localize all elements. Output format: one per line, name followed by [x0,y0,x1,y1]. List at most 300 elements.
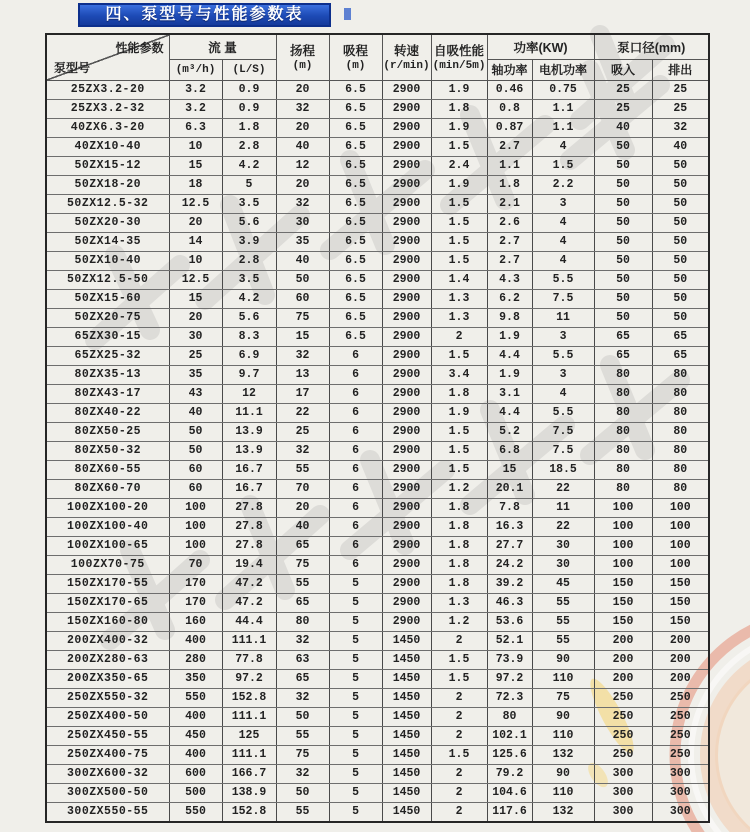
cell-head-m: 55 [276,574,329,593]
cell-model: 50ZX10-40 [46,251,169,270]
cell-speed-rpm: 2900 [382,289,431,308]
cell-flow-m3h: 18 [169,175,222,194]
cell-motor-kw: 110 [532,726,594,745]
cell-outlet-mm: 80 [652,384,709,403]
cell-inlet-mm: 100 [594,517,652,536]
table-row [46,251,709,270]
cell-selfprime: 1.8 [431,99,487,118]
cell-shaft-kw: 15 [487,460,532,479]
cell-model: 80ZX60-70 [46,479,169,498]
cell-speed-rpm: 1450 [382,650,431,669]
cell-motor-kw: 90 [532,764,594,783]
cell-flow-m3h: 100 [169,517,222,536]
table-row [46,175,709,194]
cell-motor-kw: 90 [532,707,594,726]
cell-head-m: 50 [276,707,329,726]
cell-selfprime: 1.9 [431,118,487,137]
table-row [46,346,709,365]
cell-inlet-mm: 50 [594,137,652,156]
cell-outlet-mm: 50 [652,308,709,327]
cell-inlet-mm: 250 [594,707,652,726]
cell-outlet-mm: 80 [652,365,709,384]
cell-model: 200ZX280-63 [46,650,169,669]
cell-flow-ls: 12 [222,384,276,403]
cell-speed-rpm: 2900 [382,422,431,441]
cell-model: 25ZX3.2-20 [46,80,169,99]
cell-suction-m: 5 [329,783,382,802]
cell-suction-m: 6.5 [329,99,382,118]
cell-motor-kw: 1.1 [532,118,594,137]
table-row [46,270,709,289]
table-row [46,669,709,688]
cell-suction-m: 5 [329,707,382,726]
cell-shaft-kw: 117.6 [487,802,532,822]
cell-flow-m3h: 50 [169,441,222,460]
cell-flow-ls: 4.2 [222,289,276,308]
header-shaft-power: 轴功率 [487,59,532,80]
cell-selfprime: 1.3 [431,289,487,308]
cell-motor-kw: 90 [532,650,594,669]
cell-speed-rpm: 2900 [382,80,431,99]
cell-shaft-kw: 2.7 [487,251,532,270]
cell-selfprime: 1.8 [431,498,487,517]
cell-shaft-kw: 39.2 [487,574,532,593]
cell-head-m: 80 [276,612,329,631]
cell-inlet-mm: 50 [594,289,652,308]
cell-shaft-kw: 1.9 [487,327,532,346]
cell-shaft-kw: 0.8 [487,99,532,118]
cell-flow-m3h: 60 [169,460,222,479]
cell-suction-m: 5 [329,764,382,783]
cell-inlet-mm: 65 [594,346,652,365]
cell-selfprime: 1.8 [431,574,487,593]
header-motor-power: 电机功率 [532,59,594,80]
cell-flow-ls: 4.2 [222,156,276,175]
cell-head-m: 65 [276,593,329,612]
header-power: 功率(KW) [487,34,594,59]
cell-outlet-mm: 50 [652,175,709,194]
cell-outlet-mm: 80 [652,403,709,422]
cell-speed-rpm: 2900 [382,270,431,289]
table-row [46,137,709,156]
header-speed: 转速 (r/min) [382,34,431,80]
cell-outlet-mm: 50 [652,270,709,289]
cell-model: 80ZX43-17 [46,384,169,403]
cell-flow-m3h: 20 [169,308,222,327]
cell-speed-rpm: 1450 [382,631,431,650]
cell-suction-m: 6.5 [329,289,382,308]
cell-head-m: 40 [276,251,329,270]
cell-selfprime: 1.5 [431,460,487,479]
cell-outlet-mm: 250 [652,745,709,764]
cell-flow-ls: 2.8 [222,251,276,270]
cell-model: 50ZX15-60 [46,289,169,308]
cell-head-m: 55 [276,802,329,822]
cell-speed-rpm: 2900 [382,460,431,479]
cell-flow-ls: 111.1 [222,745,276,764]
cell-suction-m: 6 [329,384,382,403]
corner-label-parameters: 性能参数 [115,41,164,55]
cell-speed-rpm: 2900 [382,479,431,498]
cell-inlet-mm: 80 [594,460,652,479]
cell-outlet-mm: 300 [652,802,709,822]
cell-suction-m: 6.5 [329,175,382,194]
cell-suction-m: 5 [329,669,382,688]
cell-model: 50ZX20-75 [46,308,169,327]
cell-head-m: 32 [276,631,329,650]
cell-speed-rpm: 2900 [382,555,431,574]
table-row [46,422,709,441]
cell-shaft-kw: 24.2 [487,555,532,574]
cell-selfprime: 1.3 [431,593,487,612]
cell-motor-kw: 55 [532,631,594,650]
cell-motor-kw: 4 [532,384,594,403]
cell-motor-kw: 45 [532,574,594,593]
cell-inlet-mm: 300 [594,802,652,822]
cell-selfprime: 1.5 [431,441,487,460]
cell-speed-rpm: 2900 [382,251,431,270]
cell-flow-m3h: 30 [169,327,222,346]
cell-shaft-kw: 7.8 [487,498,532,517]
cell-speed-rpm: 2900 [382,137,431,156]
cell-selfprime: 1.8 [431,536,487,555]
cell-outlet-mm: 200 [652,669,709,688]
cell-flow-m3h: 400 [169,745,222,764]
header-bore: 泵口径(mm) [594,34,709,59]
cell-motor-kw: 4 [532,213,594,232]
cell-suction-m: 6.5 [329,137,382,156]
cell-motor-kw: 55 [532,612,594,631]
cell-flow-ls: 6.9 [222,346,276,365]
header-flow-ls: (L/S) [222,59,276,80]
cell-model: 150ZX160-80 [46,612,169,631]
cell-selfprime: 3.4 [431,365,487,384]
cell-inlet-mm: 250 [594,726,652,745]
cell-suction-m: 5 [329,574,382,593]
header-head: 扬程 (m) [276,34,329,80]
cell-suction-m: 6 [329,346,382,365]
cell-outlet-mm: 50 [652,213,709,232]
cell-motor-kw: 75 [532,688,594,707]
cell-suction-m: 6 [329,555,382,574]
cell-head-m: 20 [276,80,329,99]
cell-model: 250ZX550-32 [46,688,169,707]
cell-flow-ls: 5 [222,175,276,194]
cell-shaft-kw: 52.1 [487,631,532,650]
cell-motor-kw: 11 [532,308,594,327]
cell-speed-rpm: 2900 [382,99,431,118]
cell-head-m: 60 [276,289,329,308]
cell-head-m: 22 [276,403,329,422]
cell-outlet-mm: 80 [652,441,709,460]
cell-suction-m: 5 [329,631,382,650]
cell-model: 200ZX350-65 [46,669,169,688]
cell-motor-kw: 5.5 [532,270,594,289]
cell-inlet-mm: 80 [594,441,652,460]
cell-model: 50ZX12.5-32 [46,194,169,213]
cell-flow-ls: 3.5 [222,194,276,213]
params-table [45,33,710,823]
cell-motor-kw: 1.1 [532,99,594,118]
cell-speed-rpm: 2900 [382,118,431,137]
title-ink-fleck [344,8,351,20]
cell-flow-m3h: 550 [169,802,222,822]
cell-model: 50ZX15-12 [46,156,169,175]
table-row [46,289,709,308]
cell-motor-kw: 11 [532,498,594,517]
cell-suction-m: 5 [329,745,382,764]
cell-outlet-mm: 100 [652,555,709,574]
cell-suction-m: 5 [329,593,382,612]
cell-flow-ls: 27.8 [222,517,276,536]
cell-shaft-kw: 104.6 [487,783,532,802]
cell-flow-ls: 1.8 [222,118,276,137]
cell-selfprime: 2 [431,707,487,726]
cell-selfprime: 1.8 [431,555,487,574]
table-row [46,213,709,232]
cell-speed-rpm: 2900 [382,175,431,194]
cell-shaft-kw: 53.6 [487,612,532,631]
cell-flow-m3h: 450 [169,726,222,745]
cell-selfprime: 1.2 [431,612,487,631]
cell-head-m: 75 [276,745,329,764]
cell-model: 100ZX100-20 [46,498,169,517]
table-row [46,327,709,346]
cell-outlet-mm: 32 [652,118,709,137]
cell-flow-ls: 27.8 [222,536,276,555]
table-row [46,403,709,422]
cell-model: 300ZX550-55 [46,802,169,822]
cell-speed-rpm: 2900 [382,346,431,365]
cell-selfprime: 2 [431,631,487,650]
cell-flow-m3h: 12.5 [169,270,222,289]
cell-model: 250ZX400-75 [46,745,169,764]
cell-suction-m: 6.5 [329,308,382,327]
table-row [46,802,709,822]
cell-model: 65ZX30-15 [46,327,169,346]
cell-flow-m3h: 40 [169,403,222,422]
table-row [46,118,709,137]
cell-head-m: 70 [276,479,329,498]
corner-label-model: 泵型号 [54,60,91,75]
cell-selfprime: 1.3 [431,308,487,327]
cell-inlet-mm: 300 [594,783,652,802]
cell-inlet-mm: 80 [594,479,652,498]
cell-shaft-kw: 79.2 [487,764,532,783]
cell-model: 300ZX600-32 [46,764,169,783]
cell-flow-m3h: 170 [169,593,222,612]
cell-shaft-kw: 5.2 [487,422,532,441]
cell-flow-ls: 19.4 [222,555,276,574]
cell-speed-rpm: 2900 [382,156,431,175]
table-row [46,764,709,783]
cell-outlet-mm: 200 [652,650,709,669]
cell-speed-rpm: 1450 [382,669,431,688]
cell-model: 250ZX450-55 [46,726,169,745]
cell-speed-rpm: 1450 [382,726,431,745]
cell-inlet-mm: 100 [594,555,652,574]
cell-shaft-kw: 0.87 [487,118,532,137]
cell-flow-ls: 138.9 [222,783,276,802]
cell-head-m: 32 [276,194,329,213]
table-row [46,80,709,99]
cell-head-m: 75 [276,308,329,327]
cell-outlet-mm: 80 [652,479,709,498]
table-row [46,631,709,650]
cell-model: 25ZX3.2-32 [46,99,169,118]
cell-outlet-mm: 150 [652,574,709,593]
cell-suction-m: 5 [329,612,382,631]
cell-motor-kw: 7.5 [532,289,594,308]
table-row [46,384,709,403]
cell-flow-ls: 5.6 [222,213,276,232]
table-row [46,99,709,118]
cell-motor-kw: 7.5 [532,441,594,460]
cell-selfprime: 1.8 [431,384,487,403]
cell-shaft-kw: 1.1 [487,156,532,175]
cell-motor-kw: 132 [532,802,594,822]
cell-speed-rpm: 2900 [382,194,431,213]
cell-inlet-mm: 250 [594,688,652,707]
cell-suction-m: 6 [329,460,382,479]
cell-head-m: 20 [276,118,329,137]
cell-suction-m: 6 [329,517,382,536]
cell-flow-m3h: 100 [169,536,222,555]
cell-selfprime: 1.5 [431,346,487,365]
cell-flow-ls: 11.1 [222,403,276,422]
cell-suction-m: 6 [329,422,382,441]
cell-flow-m3h: 350 [169,669,222,688]
table-row [46,308,709,327]
cell-shaft-kw: 125.6 [487,745,532,764]
cell-outlet-mm: 40 [652,137,709,156]
cell-speed-rpm: 1450 [382,688,431,707]
cell-speed-rpm: 2900 [382,403,431,422]
cell-outlet-mm: 50 [652,251,709,270]
cell-selfprime: 1.9 [431,175,487,194]
cell-head-m: 63 [276,650,329,669]
table-header [46,34,709,80]
cell-model: 40ZX6.3-20 [46,118,169,137]
table-row [46,365,709,384]
cell-model: 200ZX400-32 [46,631,169,650]
cell-outlet-mm: 250 [652,726,709,745]
cell-head-m: 15 [276,327,329,346]
cell-motor-kw: 22 [532,517,594,536]
cell-suction-m: 6.5 [329,80,382,99]
cell-head-m: 20 [276,498,329,517]
cell-suction-m: 6 [329,441,382,460]
cell-model: 300ZX500-50 [46,783,169,802]
cell-suction-m: 6.5 [329,232,382,251]
cell-model: 100ZX100-65 [46,536,169,555]
cell-outlet-mm: 80 [652,422,709,441]
cell-inlet-mm: 200 [594,631,652,650]
cell-suction-m: 5 [329,688,382,707]
cell-shaft-kw: 2.1 [487,194,532,213]
cell-suction-m: 6 [329,479,382,498]
cell-model: 80ZX50-32 [46,441,169,460]
cell-shaft-kw: 20.1 [487,479,532,498]
cell-suction-m: 6 [329,498,382,517]
cell-outlet-mm: 300 [652,783,709,802]
cell-shaft-kw: 1.8 [487,175,532,194]
cell-head-m: 32 [276,764,329,783]
table-row [46,479,709,498]
cell-speed-rpm: 2900 [382,365,431,384]
cell-outlet-mm: 65 [652,327,709,346]
cell-model: 150ZX170-65 [46,593,169,612]
cell-flow-m3h: 15 [169,289,222,308]
cell-shaft-kw: 16.3 [487,517,532,536]
cell-outlet-mm: 50 [652,232,709,251]
cell-outlet-mm: 50 [652,289,709,308]
cell-inlet-mm: 65 [594,327,652,346]
cell-motor-kw: 1.5 [532,156,594,175]
cell-outlet-mm: 150 [652,612,709,631]
cell-shaft-kw: 4.4 [487,403,532,422]
cell-head-m: 17 [276,384,329,403]
cell-flow-ls: 13.9 [222,441,276,460]
cell-inlet-mm: 50 [594,251,652,270]
cell-flow-m3h: 600 [169,764,222,783]
cell-flow-ls: 5.6 [222,308,276,327]
cell-flow-m3h: 50 [169,422,222,441]
table-row [46,745,709,764]
cell-flow-ls: 97.2 [222,669,276,688]
cell-inlet-mm: 50 [594,213,652,232]
cell-selfprime: 1.5 [431,194,487,213]
cell-motor-kw: 22 [532,479,594,498]
cell-speed-rpm: 1450 [382,707,431,726]
cell-selfprime: 2 [431,726,487,745]
cell-model: 100ZX70-75 [46,555,169,574]
cell-motor-kw: 18.5 [532,460,594,479]
cell-head-m: 65 [276,669,329,688]
table-row [46,688,709,707]
cell-flow-ls: 16.7 [222,460,276,479]
cell-flow-m3h: 14 [169,232,222,251]
cell-motor-kw: 4 [532,251,594,270]
cell-shaft-kw: 46.3 [487,593,532,612]
table-body [46,80,709,822]
cell-flow-m3h: 12.5 [169,194,222,213]
cell-flow-m3h: 400 [169,707,222,726]
cell-head-m: 25 [276,422,329,441]
cell-model: 100ZX100-40 [46,517,169,536]
cell-suction-m: 5 [329,726,382,745]
cell-flow-m3h: 400 [169,631,222,650]
cell-selfprime: 1.2 [431,479,487,498]
cell-outlet-mm: 250 [652,688,709,707]
table-row [46,726,709,745]
table-row [46,536,709,555]
cell-flow-ls: 8.3 [222,327,276,346]
cell-flow-m3h: 10 [169,251,222,270]
cell-selfprime: 1.5 [431,213,487,232]
cell-outlet-mm: 250 [652,707,709,726]
cell-inlet-mm: 80 [594,403,652,422]
cell-speed-rpm: 2900 [382,593,431,612]
table-row [46,555,709,574]
cell-inlet-mm: 80 [594,365,652,384]
cell-outlet-mm: 50 [652,194,709,213]
cell-flow-m3h: 20 [169,213,222,232]
cell-outlet-mm: 150 [652,593,709,612]
cell-head-m: 20 [276,175,329,194]
cell-selfprime: 1.5 [431,251,487,270]
cell-head-m: 40 [276,517,329,536]
